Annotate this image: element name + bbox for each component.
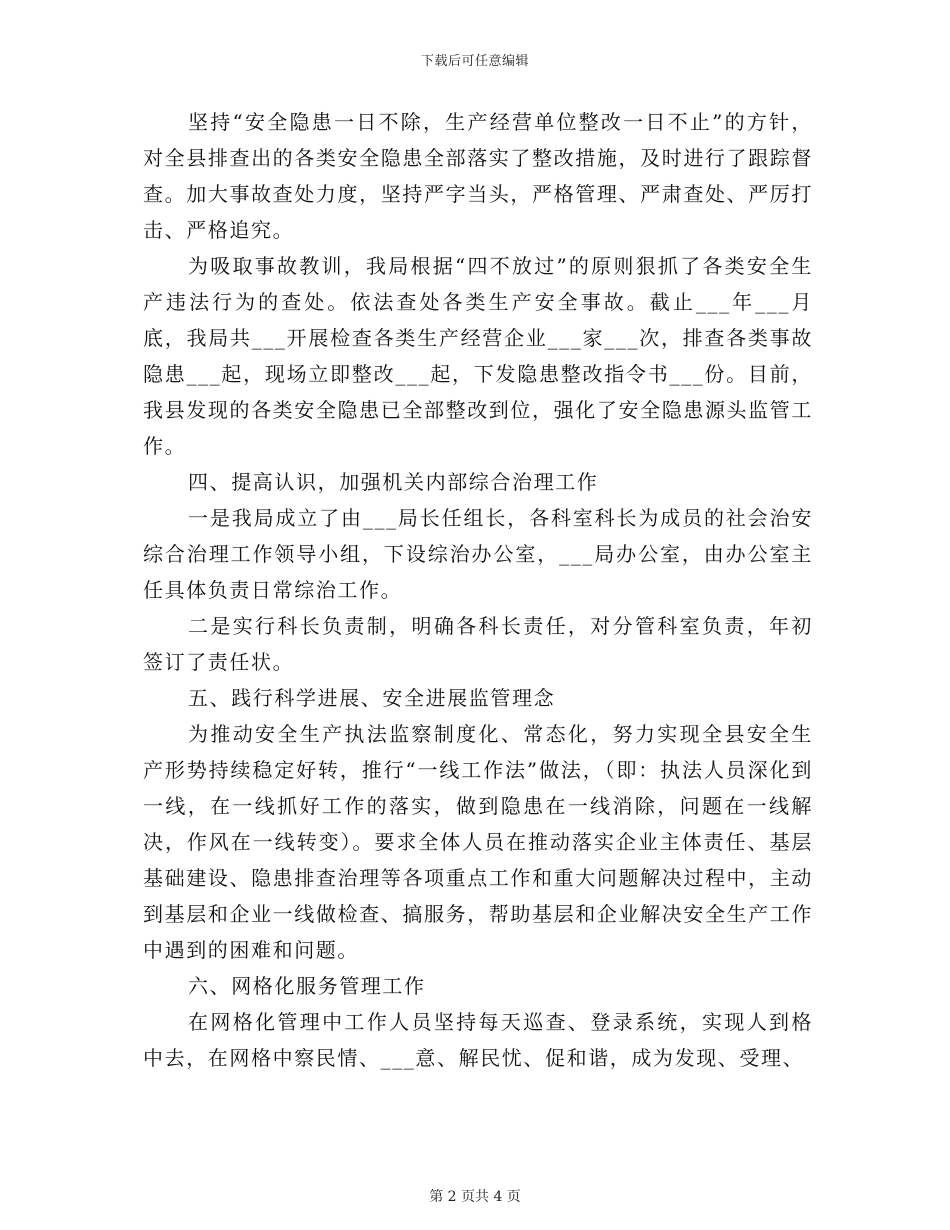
- paragraph-grid-management: 在网格化管理中工作人员坚持每天巡查、登录系统，实现人到格中去，在网格中察民情、___意、解民忧、促和谐，成为发现、受理、: [143, 1010, 813, 1070]
- section-heading-6: 六、网格化服务管理工作: [188, 974, 426, 998]
- paragraph-frontline-work-method: 为推动安全生产执法监察制度化、常态化，努力实现全县安全生产形势持续稳定好转，推行“一线工作法”做法，（即：执法人员深化到一线，在一线抓好工作的落实，做到隐患在一线消除，问题在一线解决，作风在一线转变）。要求全体人员在推动落实企业主体责任、基层基础建设、隐患排查治理等各项重点工作和重大问题解决过程中，主动到基层和企业一线做检查、搞服务，帮助基层和企业解决安全生产工作中遇到的困难和问题。: [143, 722, 813, 962]
- section-heading-5: 五、践行科学进展、安全进展监管理念: [188, 686, 556, 710]
- paragraph-responsibility-system: 二是实行科长负责制，明确各科长责任，对分管科室负责，年初签订了责任状。: [143, 614, 813, 674]
- document-body: [143, 104, 813, 1076]
- page-number-footer: 第 2 页共 4 页: [429, 1189, 521, 1205]
- paragraph-hazard-rectification: 坚持“安全隐患一日不除，生产经营单位整改一日不止”的方针，对全县排查出的各类安全隐患全部落实了整改措施，及时进行了跟踪督查。加大事故查处力度，坚持严字当头，严格管理、严肃查处、严厉打击、严格追究。: [143, 110, 813, 242]
- paragraph-accident-investigation: 为吸取事故教训，我局根据“四不放过”的原则狠抓了各类安全生产违法行为的查处。依法查处各类生产安全事故。截止___年___月底，我局共___开展检查各类生产经营企业___家___次，排查各类事故隐患___起，现场立即整改___起，下发隐患整改指令书___份。目前，我县发现的各类安全隐患已全部整改到位，强化了安全隐患源头监管工作。: [143, 254, 813, 458]
- page-header: 下载后可任意编辑: [420, 54, 529, 69]
- section-heading-4: 四、提高认识，加强机关内部综合治理工作: [188, 470, 599, 494]
- paragraph-leadership-group: 一是我局成立了由___局长任组长，各科室科长为成员的社会治安综合治理工作领导小组，下设综治办公室，___局办公室，由办公室主任具体负责日常综治工作。: [143, 506, 813, 602]
